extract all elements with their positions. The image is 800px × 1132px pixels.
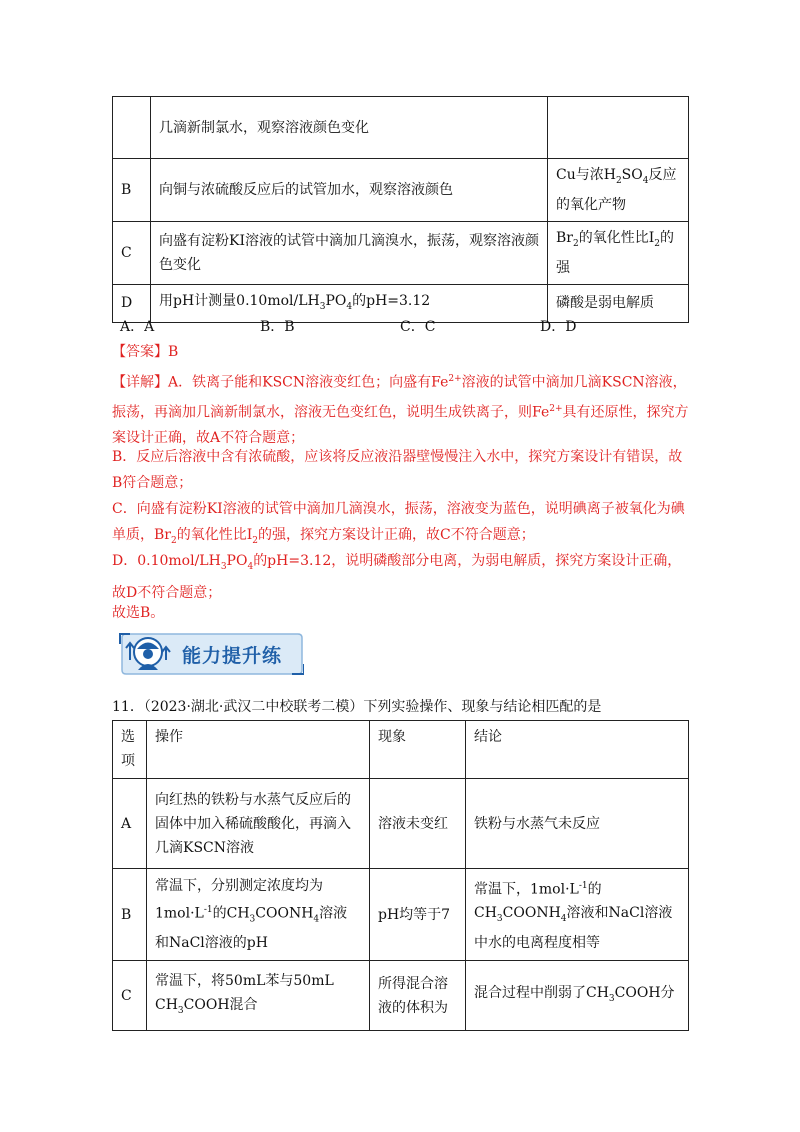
choice-b: B．B [260, 319, 295, 335]
banner-title: 能力提升练 [182, 645, 283, 667]
experiment-table-q11 [112, 720, 689, 1031]
operation-cell: 几滴新制氯水，观察溶液颜色变化 [151, 97, 548, 159]
conclusion-cell: 铁粉与水蒸气未反应 [466, 779, 689, 869]
table-row [113, 221, 689, 284]
phenomenon-cell: pH均等于7 [370, 869, 466, 961]
table-row [113, 97, 689, 159]
option-cell: A [113, 779, 147, 869]
option-cell: C [113, 221, 151, 284]
table-row [113, 779, 689, 869]
section-banner [118, 630, 304, 678]
table-row [113, 961, 689, 1031]
header-operation: 操作 [147, 721, 370, 779]
option-cell: D [113, 284, 151, 323]
conclusion-cell: 常温下，$1mol\cdot L^{-1}$的$CH_3COONH_4$溶液和NaCl溶液中水的电离程度相等 [466, 869, 689, 961]
header-phenomenon: 现象 [370, 721, 466, 779]
option-cell [113, 97, 151, 159]
operation-cell: 向铜与浓硫酸反应后的试管加水，观察溶液颜色 [151, 159, 548, 222]
choice-a: A．A [120, 319, 155, 335]
conclusion-cell [548, 97, 689, 159]
conclusion-cell: 磷酸是弱电解质 [548, 284, 689, 323]
header-option: 选项 [113, 721, 147, 779]
operation-cell: 常温下，将50mL苯与50mL $CH_3COOH$混合 [147, 961, 370, 1031]
header-conclusion: 结论 [466, 721, 689, 779]
operation-cell: 向盛有淀粉KI溶液的试管中滴加几滴溴水，振荡，观察溶液颜色变化 [151, 221, 548, 284]
choice-c: C．C [400, 319, 436, 335]
conclusion-cell: 混合过程中削弱了$CH_3COOH$分 [466, 961, 689, 1031]
table-row [113, 159, 689, 222]
table-header-row [113, 721, 689, 779]
option-cell: B [113, 869, 147, 961]
operation-cell: 常温下，分别测定浓度均为$1mol\cdot L^{-1}$的$CH_3COONH_4$溶液和NaCl溶液的pH [147, 869, 370, 961]
choice-d: D．D [540, 319, 577, 335]
table-row [113, 869, 689, 961]
experiment-table-top [112, 96, 689, 323]
conclusion-cell: $Br_2$的氧化性比$I_2$的强 [548, 221, 689, 284]
explanation-b: B．反应后溶液中含有浓硫酸，应该将反应液沿器壁慢慢注入水中，探究方案设计有错误，故B符合题意； [112, 449, 683, 491]
option-cell: C [113, 961, 147, 1031]
option-cell: B [113, 159, 151, 222]
operation-cell: 用pH计测量$0.10mol/LH_3PO_4$的pH=3.12 [151, 284, 548, 323]
phenomenon-cell: 所得混合溶液的体积为 [370, 961, 466, 1031]
explanation-conclusion: 故选B。 [112, 605, 165, 621]
phenomenon-cell: 溶液未变红 [370, 779, 466, 869]
question-11-stem: 11．（2023·湖北·武汉二中校联考二模）下列实验操作、现象与结论相匹配的是 [112, 699, 602, 715]
explanation-a: 【详解】A．铁离子能和KSCN溶液变红色；向盛有$Fe^{2+}$溶液的试管中滴加几滴KSCN溶液，振荡，再滴加几滴新制氯水，溶液无色变红色，说明生成铁离子，则$Fe^{2+}$具有还原性，探究方案设计正确，故A不符合题意； [112, 374, 689, 447]
explanation-d: D．$0.10mol/LH_3PO_4$的pH=3.12，说明磷酸部分电离，为弱电解质，探究方案设计正确，故D不符合题意； [112, 553, 682, 601]
operation-cell: 向红热的铁粉与水蒸气反应后的固体中加入稀硫酸酸化，再滴入几滴KSCN溶液 [147, 779, 370, 869]
explanation-c: C．向盛有淀粉KI溶液的试管中滴加几滴溴水，振荡，溶液变为蓝色，说明碘离子被氧化为碘单质，$Br_2$的氧化性比$I_2$的强，探究方案设计正确，故C不符合题意； [112, 501, 685, 546]
answer-label: 【答案】B [112, 344, 179, 360]
conclusion-cell: Cu与浓$H_2SO_4$反应的氧化产物 [548, 159, 689, 222]
